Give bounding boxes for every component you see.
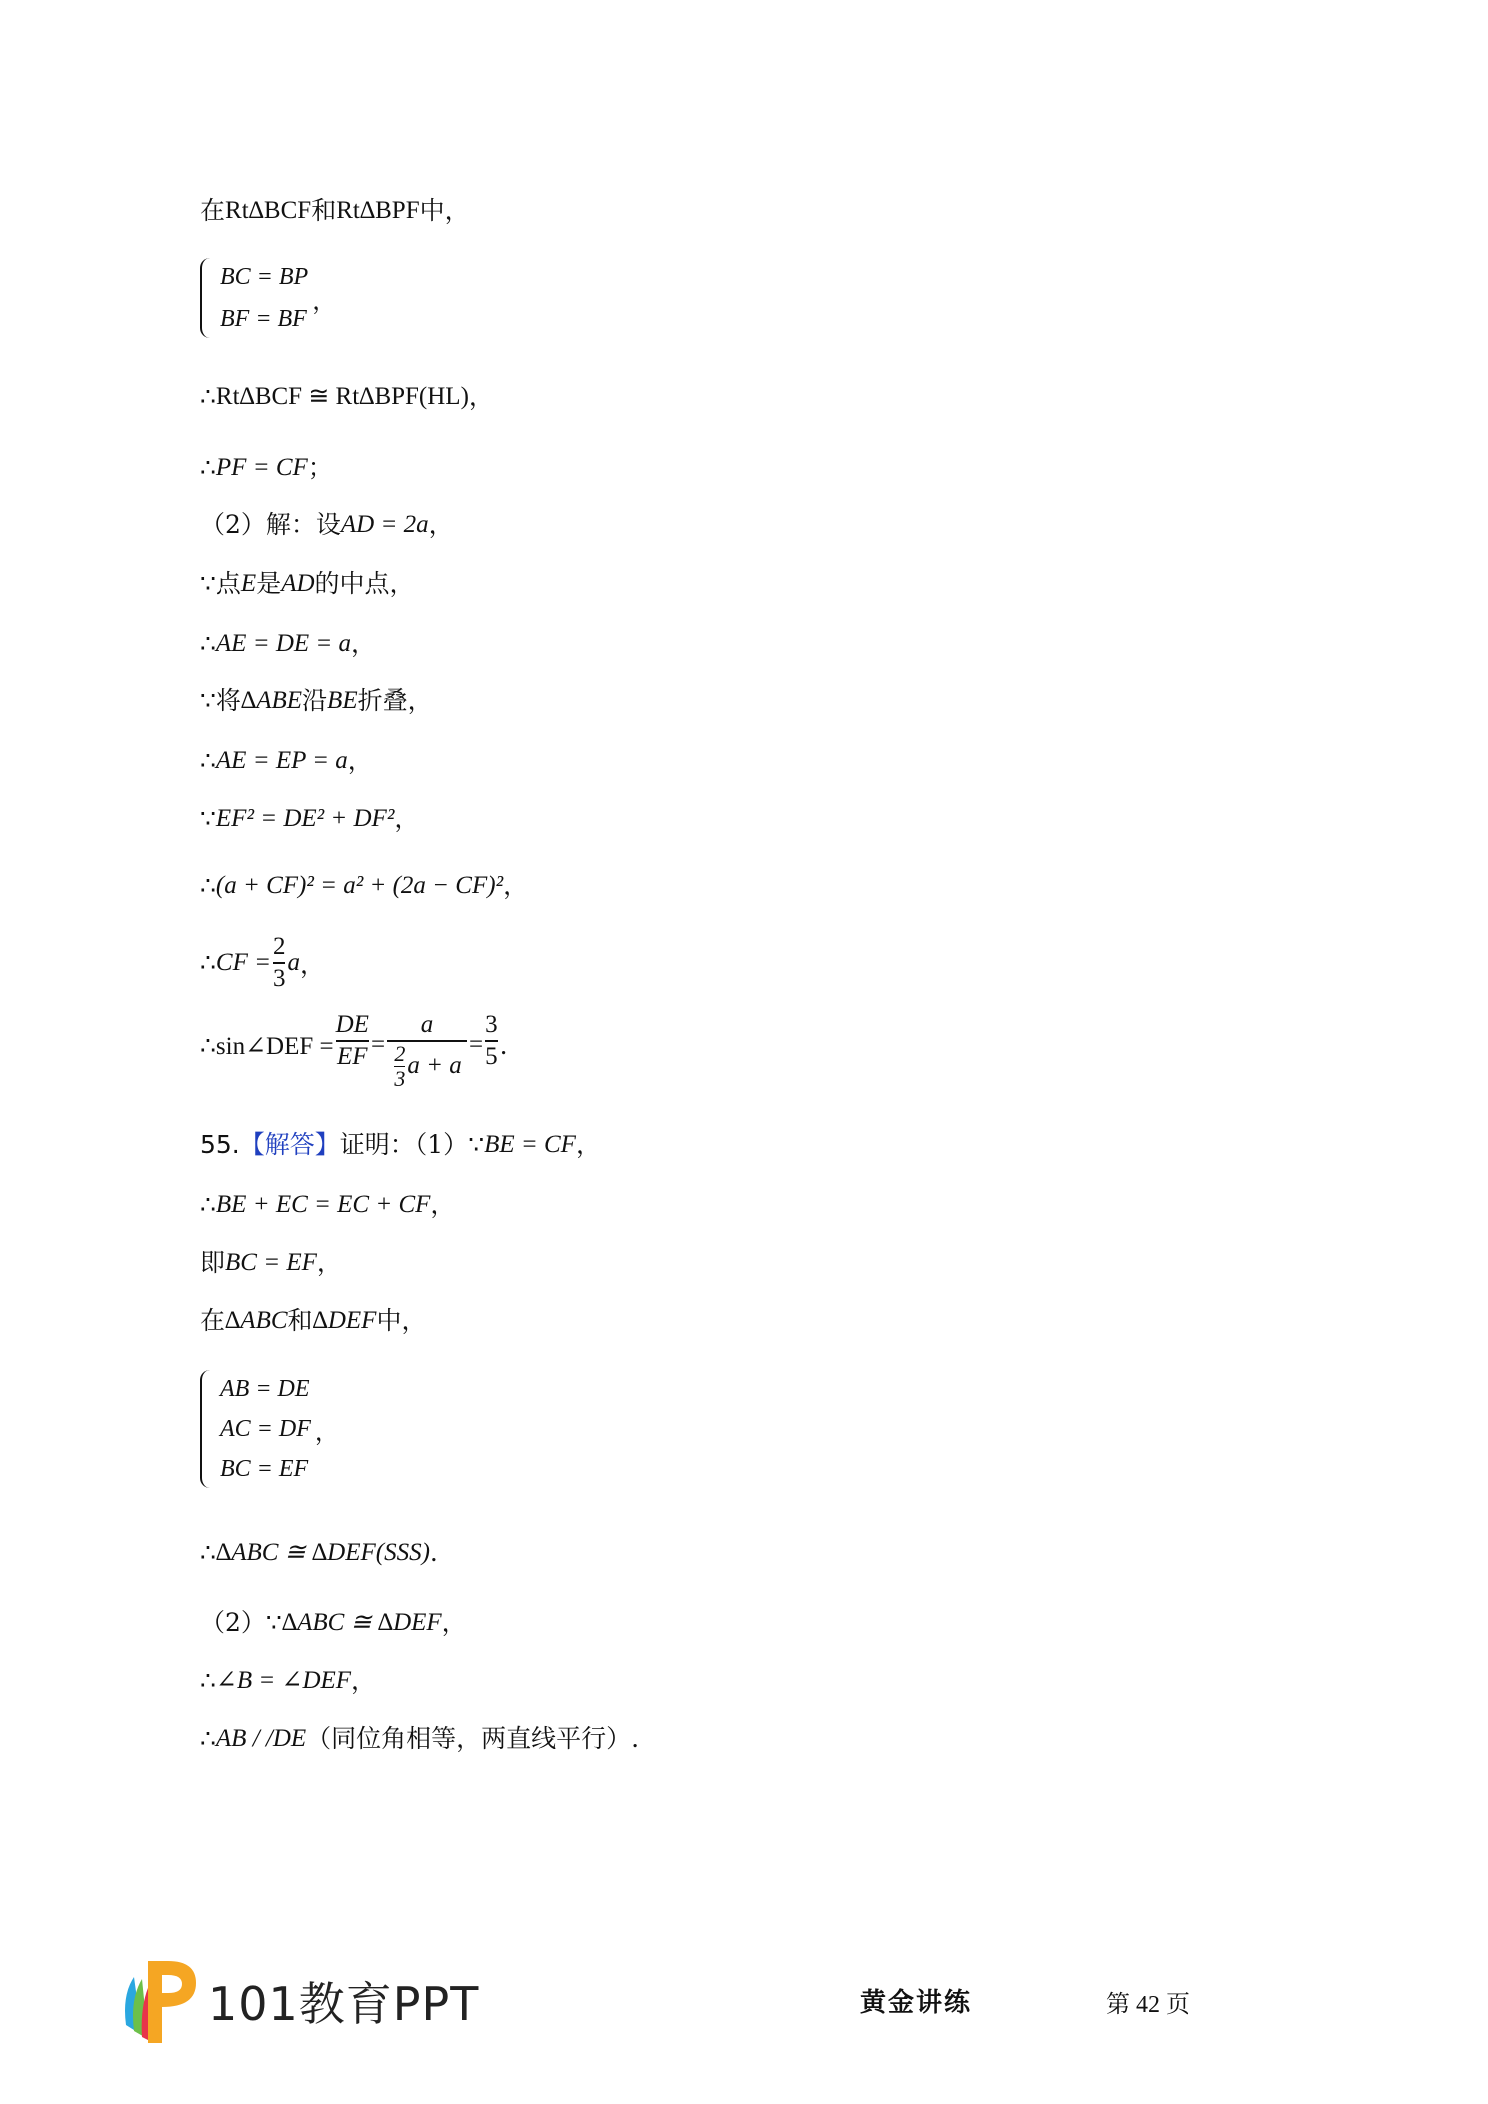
inner-fraction	[394, 1042, 405, 1092]
text: 证明：（1）	[339, 1130, 469, 1159]
math: ∆DEF	[312, 1307, 377, 1334]
therefore-symbol: ∴	[200, 1666, 216, 1695]
system-row: AC = DF	[220, 1416, 311, 1442]
text: 将	[215, 686, 241, 715]
text: ，	[394, 804, 420, 833]
line-22	[200, 1722, 639, 1756]
because-symbol: ∵	[265, 1608, 282, 1637]
line-13	[200, 1010, 508, 1091]
system-row: BF = BF	[220, 306, 307, 332]
line-19	[200, 1536, 438, 1570]
denominator: 5	[485, 1042, 498, 1070]
text: 和	[311, 196, 337, 225]
equation-system-2	[200, 1370, 339, 1488]
therefore-symbol: ∴	[200, 1538, 216, 1567]
brace	[200, 258, 216, 338]
denominator	[392, 1042, 461, 1092]
text: ，	[312, 286, 337, 315]
text: 折叠，	[357, 686, 433, 715]
text: 沿	[302, 686, 328, 715]
denominator: 3	[394, 1066, 406, 1091]
math: =	[469, 1031, 484, 1058]
line-15	[200, 1188, 455, 1222]
math: ∆ABC ≅ ∆DEF(SSS)	[215, 1539, 430, 1566]
text: 点	[215, 569, 241, 598]
therefore-symbol: ∴	[200, 746, 216, 775]
line-14	[200, 1128, 601, 1162]
numerator: 2	[394, 1040, 406, 1066]
math: ∆ABE	[240, 687, 303, 714]
system-rows	[220, 1370, 311, 1488]
text: 的中点，	[314, 569, 415, 598]
text: 和	[287, 1306, 313, 1335]
math: AE = DE = a	[215, 630, 352, 657]
math: BC = EF	[225, 1249, 317, 1276]
math: a + a	[407, 1052, 462, 1080]
line-10	[200, 802, 419, 836]
denominator: 3	[272, 964, 286, 992]
brace	[200, 1370, 216, 1488]
therefore-symbol: ∴	[200, 948, 216, 978]
line-5	[200, 508, 454, 542]
text: （同位角相等，两直线平行）.	[306, 1724, 640, 1753]
system-row: AB = DE	[220, 1376, 310, 1402]
fraction-3-5	[485, 1010, 498, 1072]
text: ，	[468, 382, 494, 411]
line-9	[200, 744, 373, 778]
math: ∆ABC ≅ ∆DEF	[281, 1609, 442, 1636]
line-20	[200, 1606, 467, 1640]
text: ；	[307, 453, 333, 482]
line-6	[200, 567, 415, 601]
therefore-symbol: ∴	[200, 629, 216, 658]
math: BE + EC = EC + CF	[215, 1191, 431, 1218]
line-17	[200, 1304, 426, 1338]
system-rows	[220, 258, 308, 338]
math: AD = 2a	[340, 511, 429, 538]
because-symbol: ∵	[200, 686, 216, 715]
numerator: a	[420, 1011, 434, 1038]
text: 在	[200, 1306, 226, 1335]
fraction-a-over-sum	[387, 1010, 467, 1091]
math: (a + CF)² = a² + (2a − CF)²	[215, 872, 504, 899]
footer-logo	[112, 1955, 479, 2047]
math: PF = CF	[215, 454, 308, 481]
math: a	[287, 948, 300, 976]
text: 中，	[376, 1306, 427, 1335]
math: EF² = DE² + DF²	[215, 805, 395, 832]
therefore-symbol: ∴	[200, 382, 216, 411]
question-number: 55.	[200, 1130, 240, 1159]
math: AB / /DE	[215, 1725, 307, 1752]
text: （2）解：设	[200, 510, 341, 539]
fraction	[273, 932, 286, 994]
line-11	[200, 869, 528, 903]
therefore-symbol: ∴	[200, 1724, 216, 1753]
logo-icon	[112, 1955, 202, 2047]
line-21	[200, 1664, 376, 1698]
text: 是	[256, 569, 282, 598]
text: .	[429, 1538, 438, 1567]
math: Rt∆BCF ≅ Rt∆BPF(HL)	[215, 383, 469, 410]
math: Rt∆BCF	[225, 197, 312, 224]
therefore-symbol: ∴	[200, 1190, 216, 1219]
text: 中，	[419, 196, 470, 225]
text: ，	[441, 1608, 467, 1637]
equation-system-1	[200, 258, 336, 338]
line-8	[200, 684, 433, 718]
text: 在	[200, 196, 226, 225]
text: ，	[299, 949, 325, 979]
denominator: EF	[337, 1042, 368, 1070]
because-symbol: ∵	[468, 1130, 485, 1159]
text: 即	[200, 1248, 226, 1277]
numerator: DE	[335, 1011, 369, 1038]
math: BE = CF	[484, 1131, 576, 1158]
text: ，	[347, 746, 373, 775]
footer-center-text: 黄金讲练	[860, 1988, 973, 2018]
math: =	[370, 1031, 386, 1058]
math: BE	[327, 687, 358, 714]
text: ，	[575, 1130, 601, 1159]
text: ，	[503, 871, 529, 900]
text: （2）	[200, 1608, 266, 1637]
answer-tag: 【解答】	[239, 1130, 340, 1159]
math: AE = EP = a	[215, 747, 348, 774]
because-symbol: ∵	[200, 804, 216, 833]
line-12	[200, 932, 325, 994]
line-1	[200, 194, 470, 228]
line-4	[200, 451, 333, 485]
fraction-de-ef	[336, 1010, 369, 1072]
line-3	[200, 380, 494, 414]
text: ，	[351, 1666, 377, 1695]
text: ，	[351, 629, 377, 658]
numerator: 3	[485, 1011, 498, 1038]
numerator: 2	[272, 933, 286, 960]
page-number: 第 42 页	[1106, 1992, 1190, 2018]
math: sin∠DEF =	[215, 1033, 334, 1060]
because-symbol: ∵	[200, 569, 216, 598]
math: ∠B = ∠DEF	[215, 1667, 352, 1694]
line-16	[200, 1246, 342, 1280]
text: ，	[316, 1248, 342, 1277]
system-row: BC = BP	[220, 264, 309, 290]
text: ，	[428, 510, 454, 539]
math: Rt∆BPF	[336, 197, 420, 224]
therefore-symbol: ∴	[200, 453, 216, 482]
text: ，	[314, 1417, 339, 1446]
line-7	[200, 627, 376, 661]
system-row: BC = EF	[220, 1456, 309, 1482]
text: .	[499, 1031, 508, 1060]
text: ，	[430, 1190, 456, 1219]
math: AD	[281, 570, 315, 597]
math: CF =	[215, 948, 271, 976]
math: ∆ABC	[225, 1307, 288, 1334]
therefore-symbol: ∴	[200, 1031, 216, 1060]
therefore-symbol: ∴	[200, 871, 216, 900]
logo-text: 101教育PPT	[208, 1977, 480, 2031]
math: E	[240, 570, 257, 597]
